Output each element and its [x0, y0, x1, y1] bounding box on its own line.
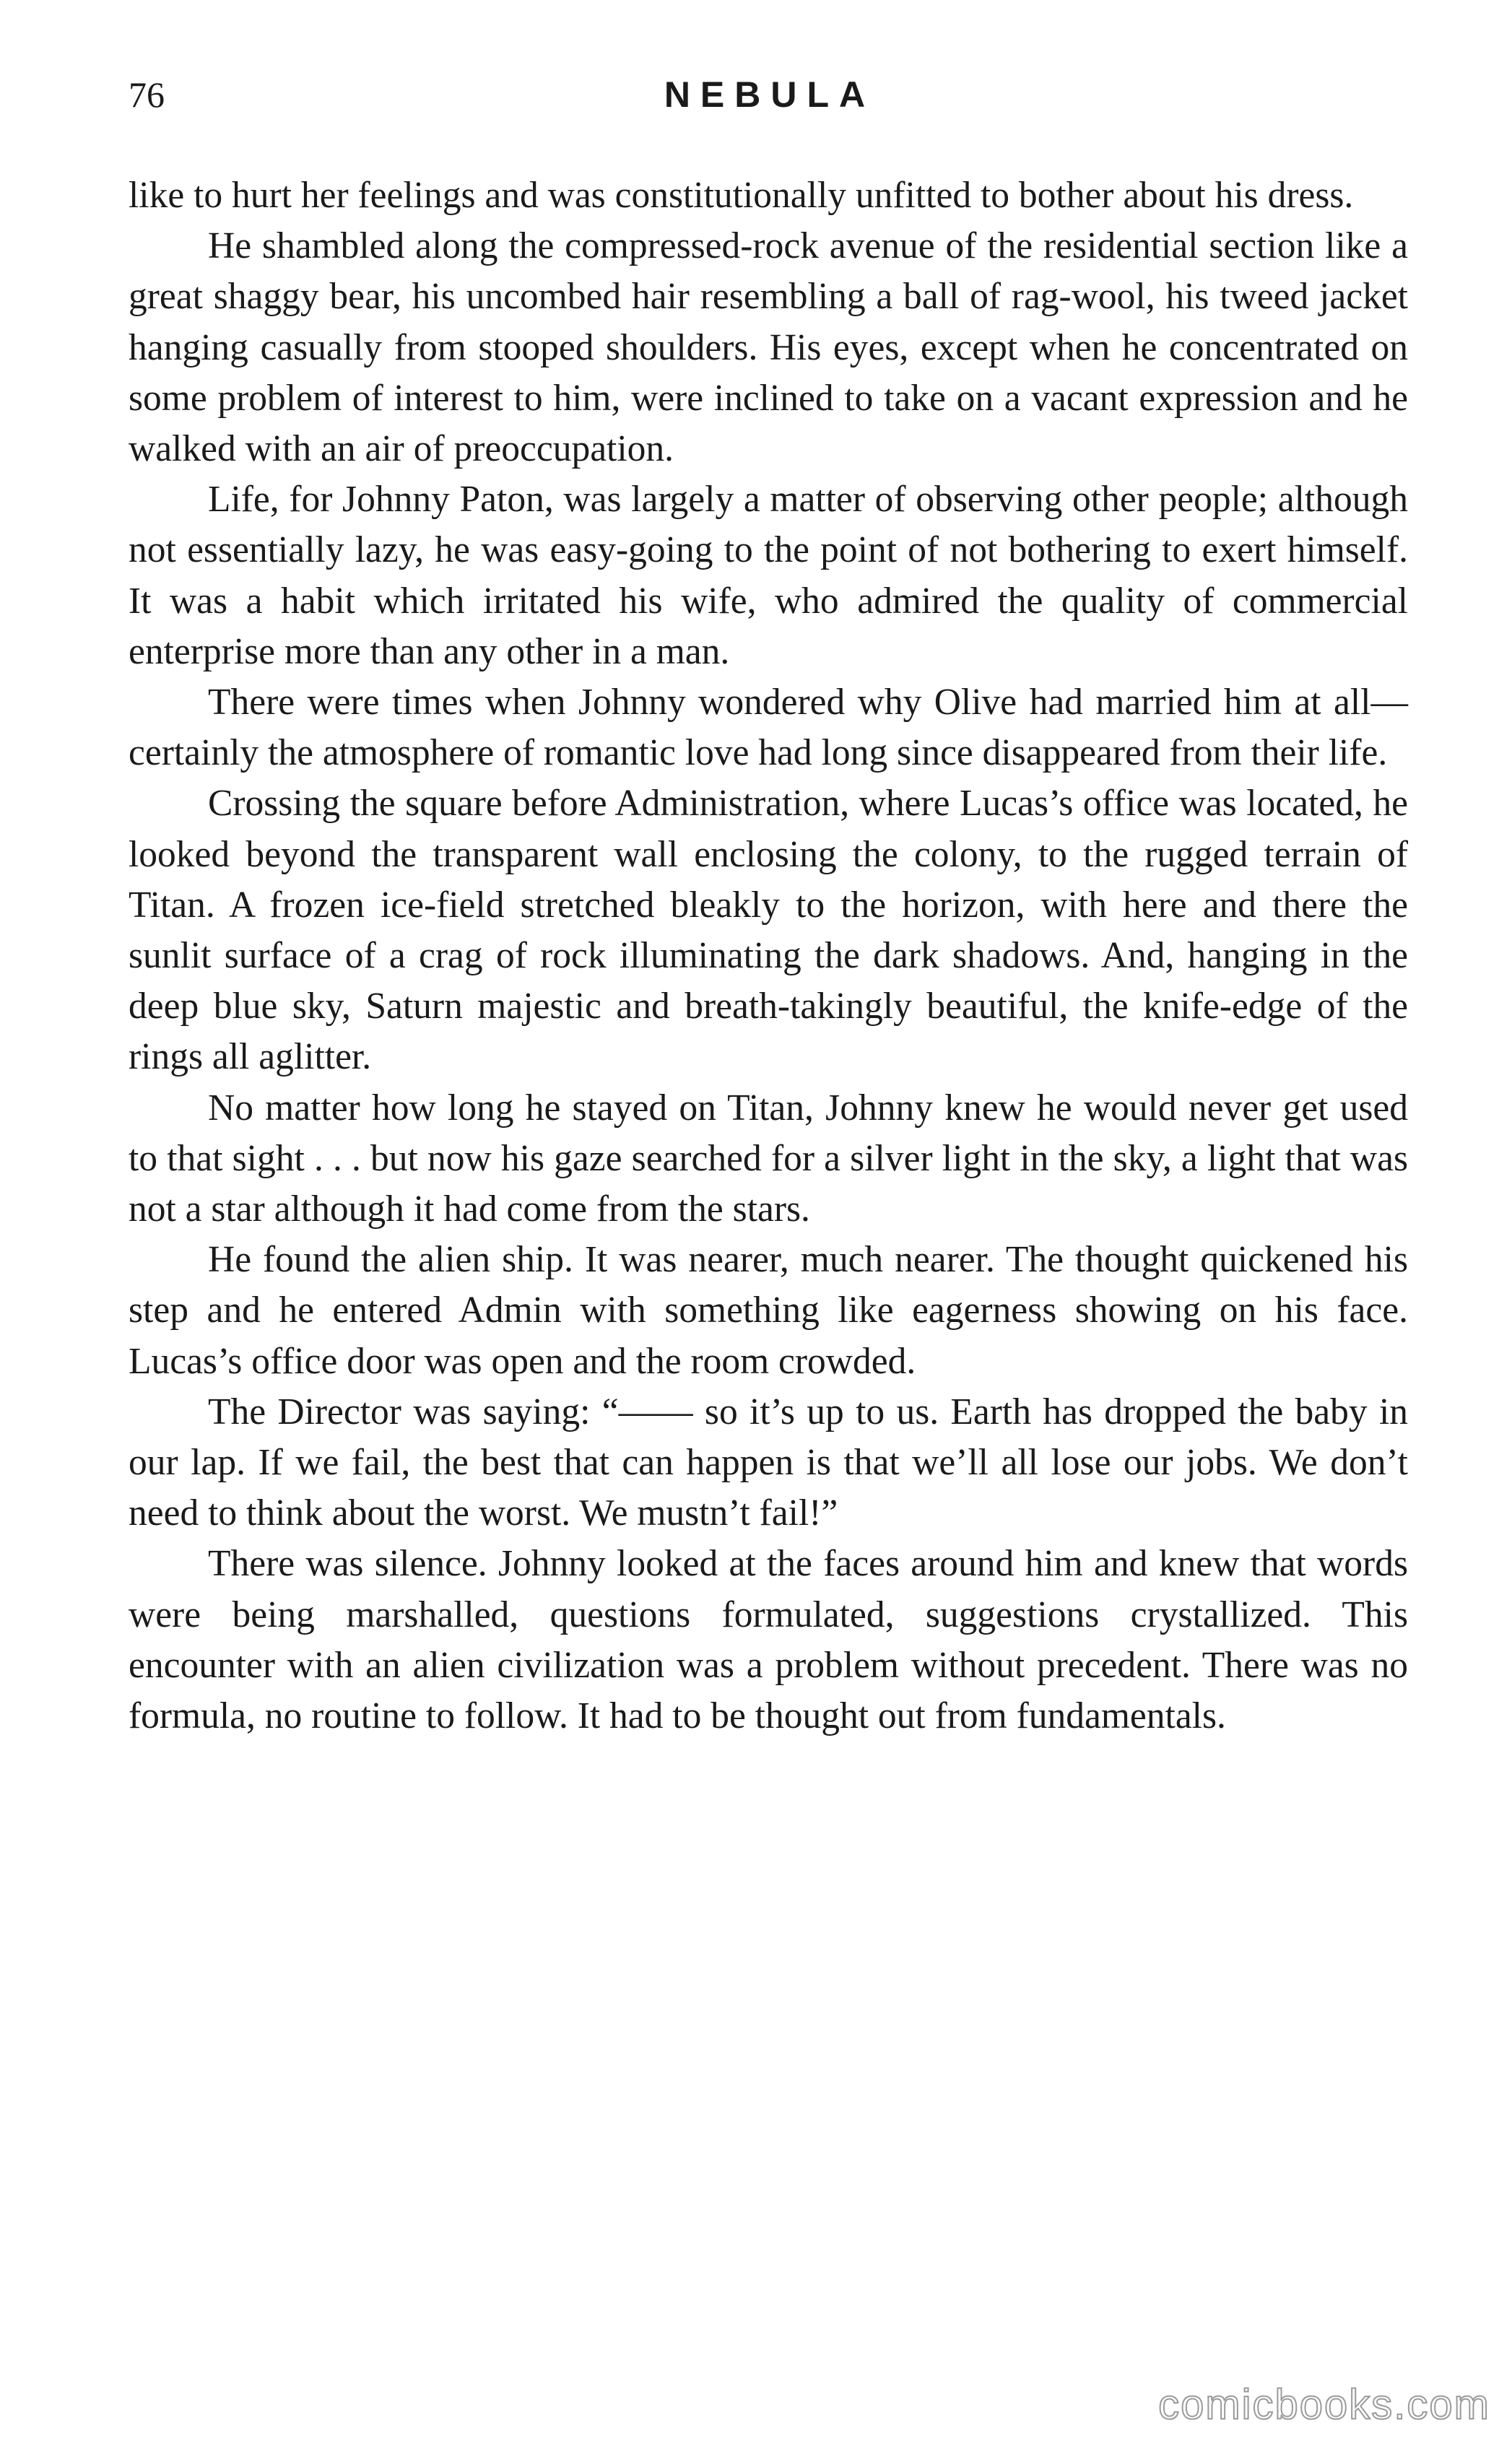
paragraph-continued: like to hurt her feelings and was constitutionally unfitted to bother about his dress.	[129, 175, 1354, 216]
paragraph: Life, for Johnny Paton, was largely a matter of observing other people; although not essentially lazy, he was easy-going to the point of not bothering to exert himself. It was a habit which irritated his wife, who admired the quality of commercial enterprise more than any other in a man.	[129, 479, 1408, 672]
paragraph: The Director was saying: “—— so it’s up to us. Earth has dropped the baby in our lap. If we fail, the best that can happen is that we’ll all lose our jobs. We don’t need to think about the worst. We mustn’t fail!”	[129, 1391, 1408, 1534]
paragraph: Crossing the square before Administration, where Lucas’s office was located, he looked beyond the transparent wall enclosing the colony, to the rugged terrain of Titan. A frozen ice-field stretched bleakly to the horizon, with here and there the sunlit surface of a crag of rock illuminating the dark shadows. And, hanging in the deep blue sky, Saturn majestic and breath-takingly beautiful, the knife-edge of the rings all aglitter.	[129, 783, 1408, 1078]
page-number: 76	[129, 74, 165, 115]
paragraph: There were times when Johnny wondered why Olive had married him at all—certainly the atmosphere of romantic love had long since disappeared from their life.	[129, 682, 1408, 774]
watermark: comicbooks.com	[1158, 2381, 1490, 2428]
body-text	[129, 170, 1408, 1742]
paragraph: No matter how long he stayed on Titan, Johnny knew he would never get used to that sight . . . but now his gaze searched for a silver light in the sky, a light that was not a star although it had come from the stars.	[129, 1087, 1408, 1230]
page-header	[129, 69, 1411, 120]
paragraph: He shambled along the compressed-rock avenue of the residential section like a great shaggy bear, his uncombed hair resembling a ball of rag-wool, his tweed jacket hanging casually from stooped shoulders. His eyes, except when he concentrated on some problem of interest to him, were inclined to take on a vacant expression and he walked with an air of preoccupation.	[129, 225, 1408, 470]
paragraph: There was silence. Johnny looked at the faces around him and knew that words were being marshalled, questions formulated, suggestions crystallized. This encounter with an alien civilization was a problem without precedent. There was no formula, no routine to follow. It had to be thought out from fundamentals.	[129, 1543, 1408, 1737]
running-head: NEBULA	[664, 74, 876, 115]
paragraph: He found the alien ship. It was nearer, much nearer. The thought quickened his step and he entered Admin with something like eagerness showing on his face. Lucas’s office door was open and the room crowded.	[129, 1239, 1408, 1382]
